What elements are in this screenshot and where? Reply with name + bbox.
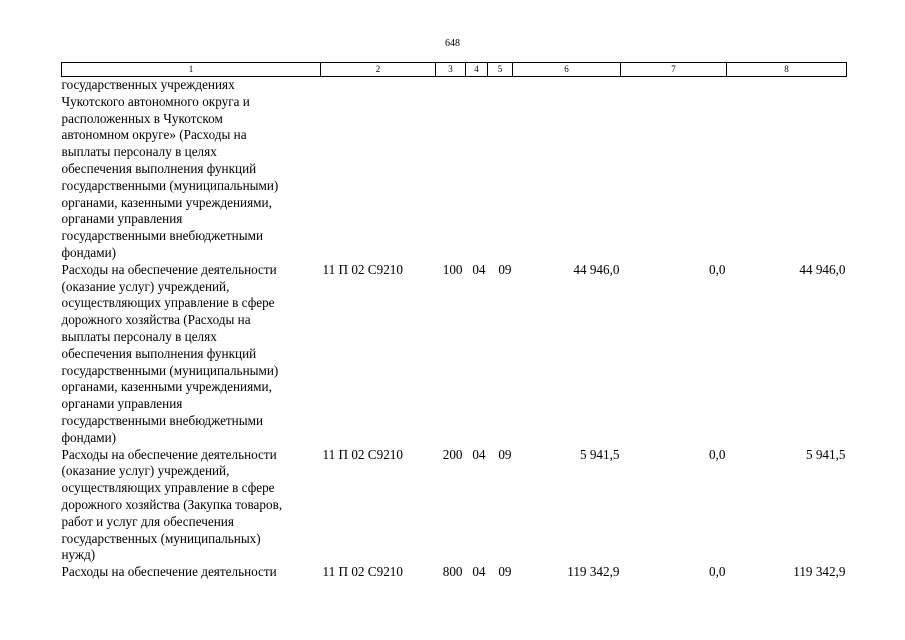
- row-name-line: государственных учреждениях: [61, 77, 235, 92]
- row-name-line: органами управления: [61, 211, 183, 227]
- amount-subvention: [621, 77, 727, 262]
- subsection-code: 09: [498, 446, 512, 462]
- row-name-line: государственными (муниципальными): [61, 362, 279, 378]
- row-name-line: государственными внебюджетными: [61, 412, 264, 428]
- budget-table: [61, 62, 847, 581]
- row-name-line: фондами): [61, 244, 117, 260]
- amount-own-funds: [727, 77, 847, 262]
- row-name-line: органами, казенными учреждениями,: [61, 379, 272, 395]
- row-name-cell: [62, 447, 321, 565]
- amount-total: [513, 77, 621, 262]
- row-name-line: (оказание услуг) учреждений,: [61, 463, 230, 479]
- page-number: 648: [445, 38, 460, 49]
- table-row: [62, 447, 847, 565]
- subsection-code: [488, 77, 513, 262]
- row-name-line: (оказание услуг) учреждений,: [61, 278, 230, 294]
- header-row: [62, 63, 847, 77]
- amount-subvention: 0,0: [709, 564, 726, 580]
- row-name-line: нужд): [61, 547, 96, 563]
- row-name-line: дорожного хозяйства (Закупка товаров,: [61, 496, 283, 512]
- row-name-line: выплаты персоналу в целях: [61, 328, 217, 344]
- header-col-3: 3: [436, 63, 466, 77]
- header-col-6: 6: [513, 63, 621, 77]
- row-name-line: выплаты персоналу в целях: [61, 144, 217, 160]
- amount-total: 5 941,5: [579, 446, 620, 462]
- row-name-line: государственных (муниципальных): [61, 530, 261, 546]
- header-col-8: 8: [727, 63, 847, 77]
- amount-total: 119 342,9: [567, 564, 620, 580]
- row-name-line: дорожного хозяйства (Расходы на: [61, 312, 251, 328]
- target-article-code: 11 П 02 С9210: [322, 446, 403, 462]
- expense-type-code: 100: [442, 261, 463, 277]
- expense-type-code: [436, 77, 466, 262]
- row-name-line: органами управления: [61, 396, 183, 412]
- section-code: 04: [472, 564, 486, 580]
- section-code: 04: [472, 261, 486, 277]
- row-name-line: автономном округе» (Расходы на: [61, 127, 247, 143]
- amount-total: 44 946,0: [573, 261, 620, 277]
- amount-own-funds: 119 342,9: [793, 564, 846, 580]
- row-name-line: работ и услуг для обеспечения: [61, 513, 234, 529]
- amount-subvention: 0,0: [709, 261, 726, 277]
- header-col-2: 2: [321, 63, 436, 77]
- header-col-7: 7: [621, 63, 727, 77]
- section-code: 04: [472, 446, 486, 462]
- header-col-1: 1: [62, 63, 321, 77]
- header-col-4: 4: [466, 63, 488, 77]
- row-name-line: Расходы на обеспечение деятельности: [61, 564, 277, 580]
- table-header: [62, 63, 847, 77]
- subsection-code: 09: [498, 564, 512, 580]
- row-name-line: осуществляющих управление в сфере: [61, 480, 275, 496]
- row-name-line: расположенных в Чукотском: [61, 110, 223, 126]
- section-code: [466, 77, 488, 262]
- row-name-line: обеспечения выполнения функций: [61, 160, 257, 176]
- amount-subvention: 0,0: [709, 446, 726, 462]
- amount-own-funds: 5 941,5: [805, 446, 846, 462]
- table-row: [62, 262, 847, 447]
- amount-own-funds: 44 946,0: [799, 261, 846, 277]
- row-name-line: Расходы на обеспечение деятельности: [61, 446, 277, 462]
- expense-type-code: 800: [442, 564, 463, 580]
- target-article-code: 11 П 02 С9210: [322, 261, 403, 277]
- row-name-cell: [62, 77, 321, 262]
- row-name-line: Чукотского автономного округа и: [61, 93, 250, 109]
- row-name-line: Расходы на обеспечение деятельности: [61, 261, 277, 277]
- table-row: [62, 564, 847, 581]
- header-col-5: 5: [488, 63, 513, 77]
- target-article-code: [321, 77, 436, 262]
- target-article-code: 11 П 02 С9210: [322, 564, 403, 580]
- row-name-line: государственными внебюджетными: [61, 228, 264, 244]
- row-name-line: органами, казенными учреждениями,: [61, 194, 272, 210]
- row-name-line: государственными (муниципальными): [61, 177, 279, 193]
- subsection-code: 09: [498, 261, 512, 277]
- expense-type-code: 200: [442, 446, 463, 462]
- row-name-line: осуществляющих управление в сфере: [61, 295, 275, 311]
- row-name-line: фондами): [61, 429, 117, 445]
- table-row: [62, 77, 847, 262]
- table-body: [62, 77, 847, 581]
- row-name-cell: [62, 564, 321, 581]
- row-name-cell: [62, 262, 321, 447]
- row-name-line: обеспечения выполнения функций: [61, 345, 257, 361]
